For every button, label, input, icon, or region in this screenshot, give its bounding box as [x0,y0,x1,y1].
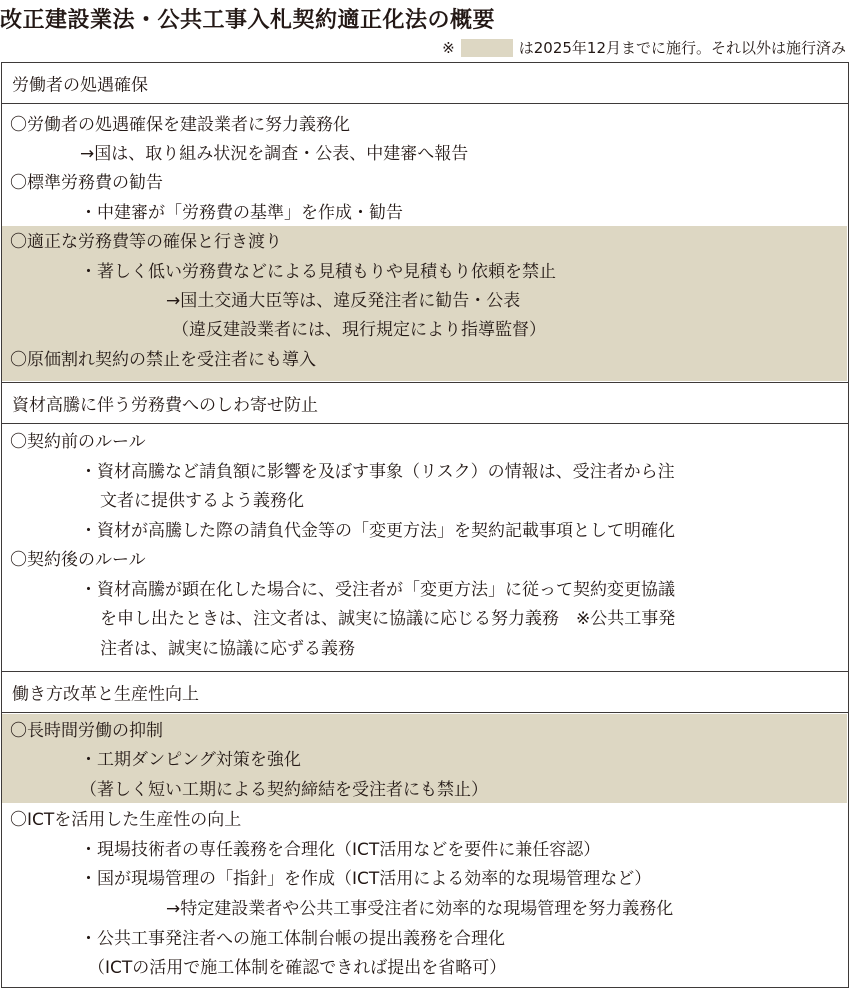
list-item: ・公共工事発注者への施工体制台帳の提出義務を合理化 [80,929,505,949]
list-item: （ICTの活用で施工体制を確認できれば提出を省略可） [88,958,507,978]
list-item: ・資材高騰など請負額に影響を及ぼす事象（リスク）の情報は、受注者から注 [80,462,675,482]
list-item: 〇長時間労働の抑制 [10,721,163,741]
section-heading-text: 働き方改革と生産性向上 [12,684,199,705]
note-prefix: ※ [442,38,455,57]
list-item: （著しく短い工期による契約締結を受注者にも禁止） [80,780,488,800]
list-item: →国は、取り組み状況を調査・公表、中建審へ報告 [80,144,469,164]
list-item: →特定建設業者や公共工事受注者に効率的な現場管理を努力義務化 [166,899,674,919]
list-item: （違反建設業者には、現行規定により指導監督） [172,320,546,340]
list-item: を申し出たときは、注文者は、誠実に協議に応じる努力義務 ※公共工事発 [100,609,676,629]
list-item: 注者は、誠実に協議に応ずる義務 [100,639,355,659]
list-item: ・工期ダンピング対策を強化 [80,750,301,770]
section-heading-workstyle [1,671,849,713]
list-item: 〇標準労務費の勧告 [10,173,163,193]
list-item: 〇契約前のルール [10,432,146,452]
list-item: 〇労働者の処遇確保を建設業者に努力義務化 [10,115,350,135]
list-item: ・資材高騰が顕在化した場合に、受注者が「変更方法」に従って契約変更協議 [80,580,675,600]
section-heading-materials [1,382,849,424]
section-heading-text: 資材高騰に伴う労務費へのしわ寄せ防止 [12,395,318,416]
list-item: 〇適正な労務費等の確保と行き渡り [10,232,282,252]
list-item: ・資材が高騰した際の請負代金等の「変更方法」を契約記載事項として明確化 [80,521,675,541]
list-item: →国土交通大臣等は、違反発注者に勧告・公表 [166,291,521,311]
section-heading-labor [1,62,849,104]
legend-note [442,37,846,58]
section-heading-text: 労働者の処遇確保 [12,75,148,96]
page-title: 改正建設業法・公共工事入札契約適正化法の概要 [0,8,496,33]
list-item: ・中建審が「労務費の基準」を作成・勧告 [80,203,403,223]
list-item: 〇契約後のルール [10,550,146,570]
list-item: ・国が現場管理の「指針」を作成（ICT活用による効率的な現場管理など） [80,869,652,889]
shade-swatch [461,39,513,57]
list-item: ・著しく低い労務費などによる見積もりや見積もり依頼を禁止 [80,262,556,282]
note-text: は2025年12月までに施行。それ以外は施行済み [518,39,846,57]
list-item: ・現場技術者の専任義務を合理化（ICT活用などを要件に兼任容認） [80,840,601,860]
list-item: 〇ICTを活用した生産性の向上 [10,810,242,830]
list-item: 文者に提供するよう義務化 [100,491,304,511]
list-item: 〇原価割れ契約の禁止を受注者にも導入 [10,350,316,370]
